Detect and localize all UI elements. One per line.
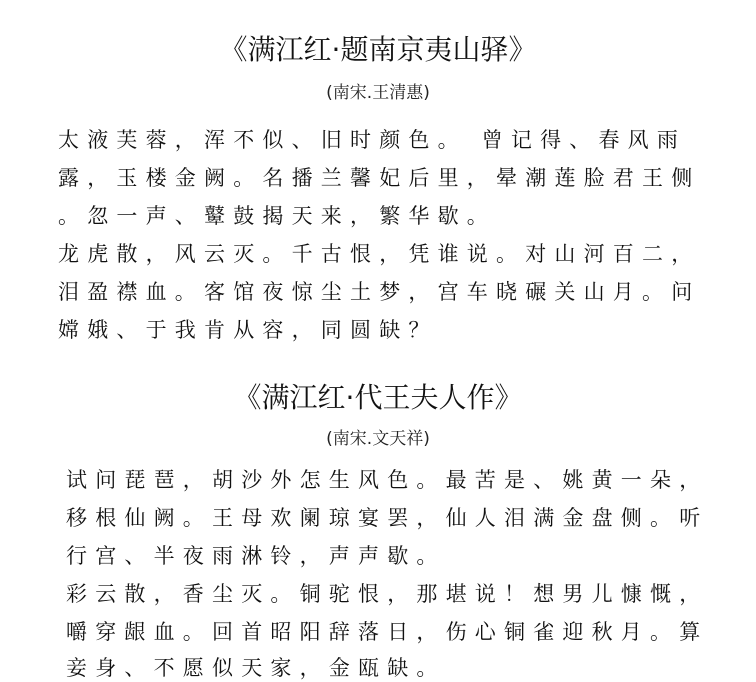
poem-line: 妾身、不愿似天家，金瓯缺。 xyxy=(66,656,446,680)
poem-line: 彩云散，香尘灭。铜驼恨，那堪说！想男儿慷慨， xyxy=(66,582,709,606)
poem-line: 露，玉楼金阙。名播兰馨妃后里，晕潮莲脸君王侧 xyxy=(58,166,701,190)
poem-line: 。忽一声、鼙鼓揭天来，繁华歇。 xyxy=(58,204,496,228)
poem-line: 龙虎散，风云灭。千古恨，凭谁说。对山河百二， xyxy=(58,242,701,266)
poem-line: 嫦娥、于我肯从容，同圆缺？ xyxy=(58,318,438,342)
poem-line: 太液芙蓉，浑不似、旧时颜色。 曾记得、春风雨 xyxy=(58,128,687,152)
poem-title: 《满江红·题南京夷山驿》 xyxy=(219,33,537,66)
poem-line: 移根仙阙。王母欢阑琼宴罢，仙人泪满金盘侧。听 xyxy=(66,506,709,530)
poem-title: 《满江红·代王夫人作》 xyxy=(233,381,523,414)
poem-line: 泪盈襟血。客馆夜惊尘土梦，宫车晓碾关山月。问 xyxy=(58,280,701,304)
poem-line: 嚼穿龈血。回首昭阳辞落日，伤心铜雀迎秋月。算 xyxy=(66,620,709,644)
poem-line: 试问琵琶，胡沙外怎生风色。最苦是、姚黄一朵， xyxy=(66,468,709,492)
poem-line: 行宫、半夜雨淋铃，声声歇。 xyxy=(66,544,446,568)
poem-author: (南宋.文天祥) xyxy=(326,429,430,449)
poem-author: (南宋.王清惠) xyxy=(326,83,430,103)
